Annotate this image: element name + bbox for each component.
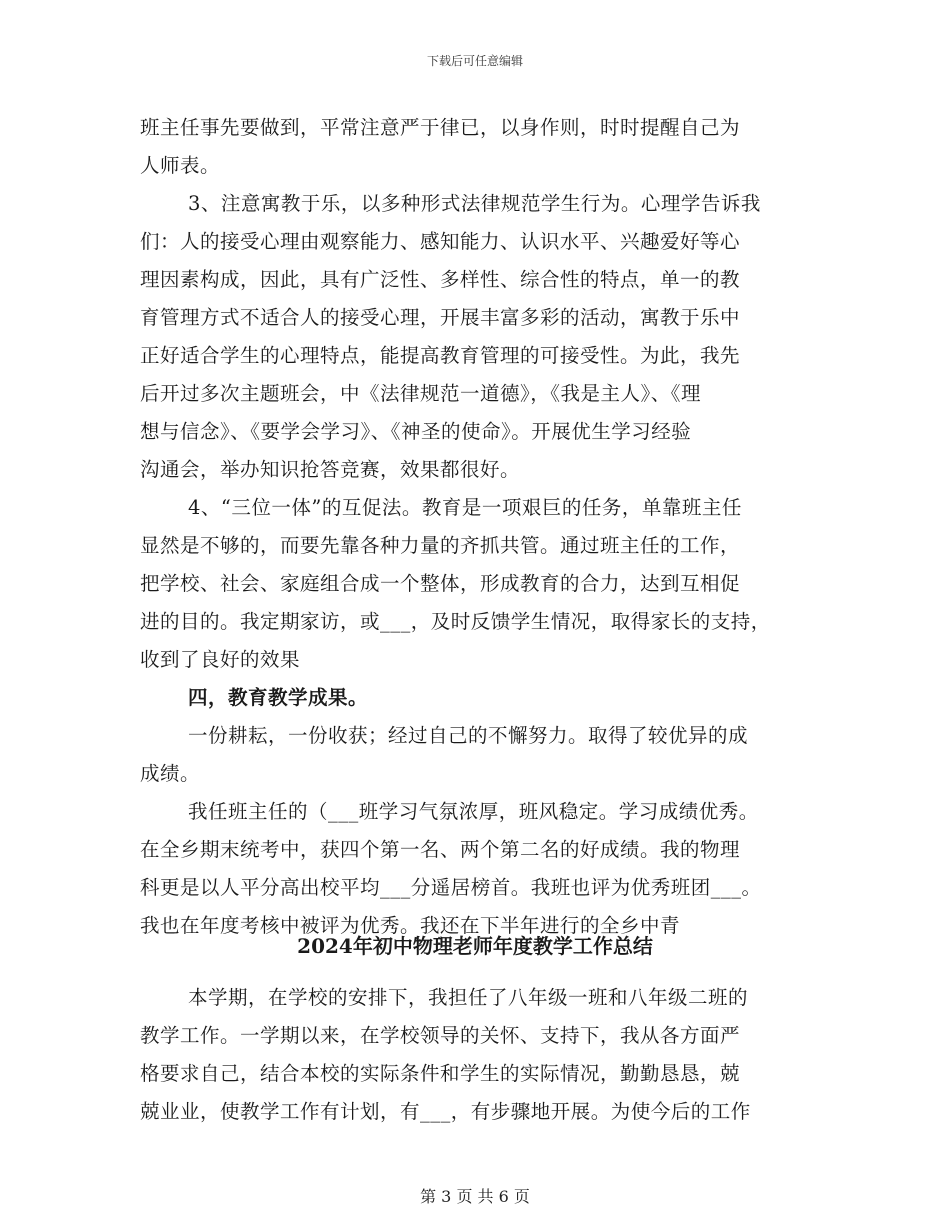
text-line: 一份耕耘，一份收获；经过自己的不懈努力。取得了较优异的成 [188,724,749,747]
text-line: 我任班主任的（___班学习气氛浓厚，班风稳定。学习成绩优秀。 [188,800,759,823]
section-heading: 四，教育教学成果。 [188,686,369,709]
text-line: 显然是不够的，而要先靠各种力量的齐抓共管。通过班主任的工作， [140,534,741,557]
text-line: 们：人的接受心理由观察能力、感知能力、认识水平、兴趣爱好等心 [140,230,741,253]
text-line: 进的目的。我定期家访，或___，及时反馈学生情况，取得家长的支持， [140,610,771,633]
text-line: 班主任事先要做到，平常注意严于律已，以身作则，时时提醒自己为 [140,116,741,139]
text-line: 科更是以人平分高出校平均___分遥居榜首。我班也评为优秀班团___。 [140,876,762,899]
text-line: 本学期，在学校的安排下，我担任了八年级一班和八年级二班的 [188,986,749,1009]
text-line: 正好适合学生的心理特点，能提高教育管理的可接受性。为此，我先 [140,344,741,367]
text-line: 收到了良好的效果 [140,648,301,671]
text-line: 教学工作。一学期以来，在学校领导的关怀、支持下，我从各方面严 [140,1024,741,1047]
text-line: 沟通会，举办知识抢答竞赛，效果都很好。 [140,458,521,481]
page-footer: 第 3 页 共 6 页 [420,1187,530,1206]
text-line: 在全乡期末统考中，获四个第一名、两个第二名的好成绩。我的物理 [140,838,741,861]
text-line: 育管理方式不适合人的接受心理，开展丰富多彩的活动，寓教于乐中 [140,306,741,329]
text-line: 把学校、社会、家庭组合成一个整体，形成教育的合力，达到互相促 [140,572,741,595]
page-header: 下载后可任意编辑 [426,54,523,68]
text-line: 后开过多次主题班会，中《法律规范一道德》，《我是主人》、《理 [140,382,702,405]
text-line: 人师表。 [140,154,221,177]
text-line: 3、注意寓教于乐，以多种形式法律规范学生行为。心理学告诉我 [188,192,761,215]
text-line: 我也在年度考核中被评为优秀。我还在下半年进行的全乡中青 [140,914,681,937]
text-line: 兢业业，使教学工作有计划，有___，有步骤地开展。为使今后的工作 [140,1100,751,1123]
text-line: 格要求自己，结合本校的实际条件和学生的实际情况，勤勤恳恳，兢 [140,1062,741,1085]
document-title: 2024年初中物理老师年度教学工作总结 [297,934,653,958]
text-line: 理因素构成，因此，具有广泛性、多样性、综合性的特点，单一的教 [140,268,741,291]
text-line: 想与信念》、《要学会学习》、《神圣的使命》。开展优生学习经验 [140,420,692,443]
text-line: 4、“三位一体”的互促法。教育是一项艰巨的任务，单靠班主任 [188,496,742,519]
text-line: 成绩。 [140,762,201,785]
